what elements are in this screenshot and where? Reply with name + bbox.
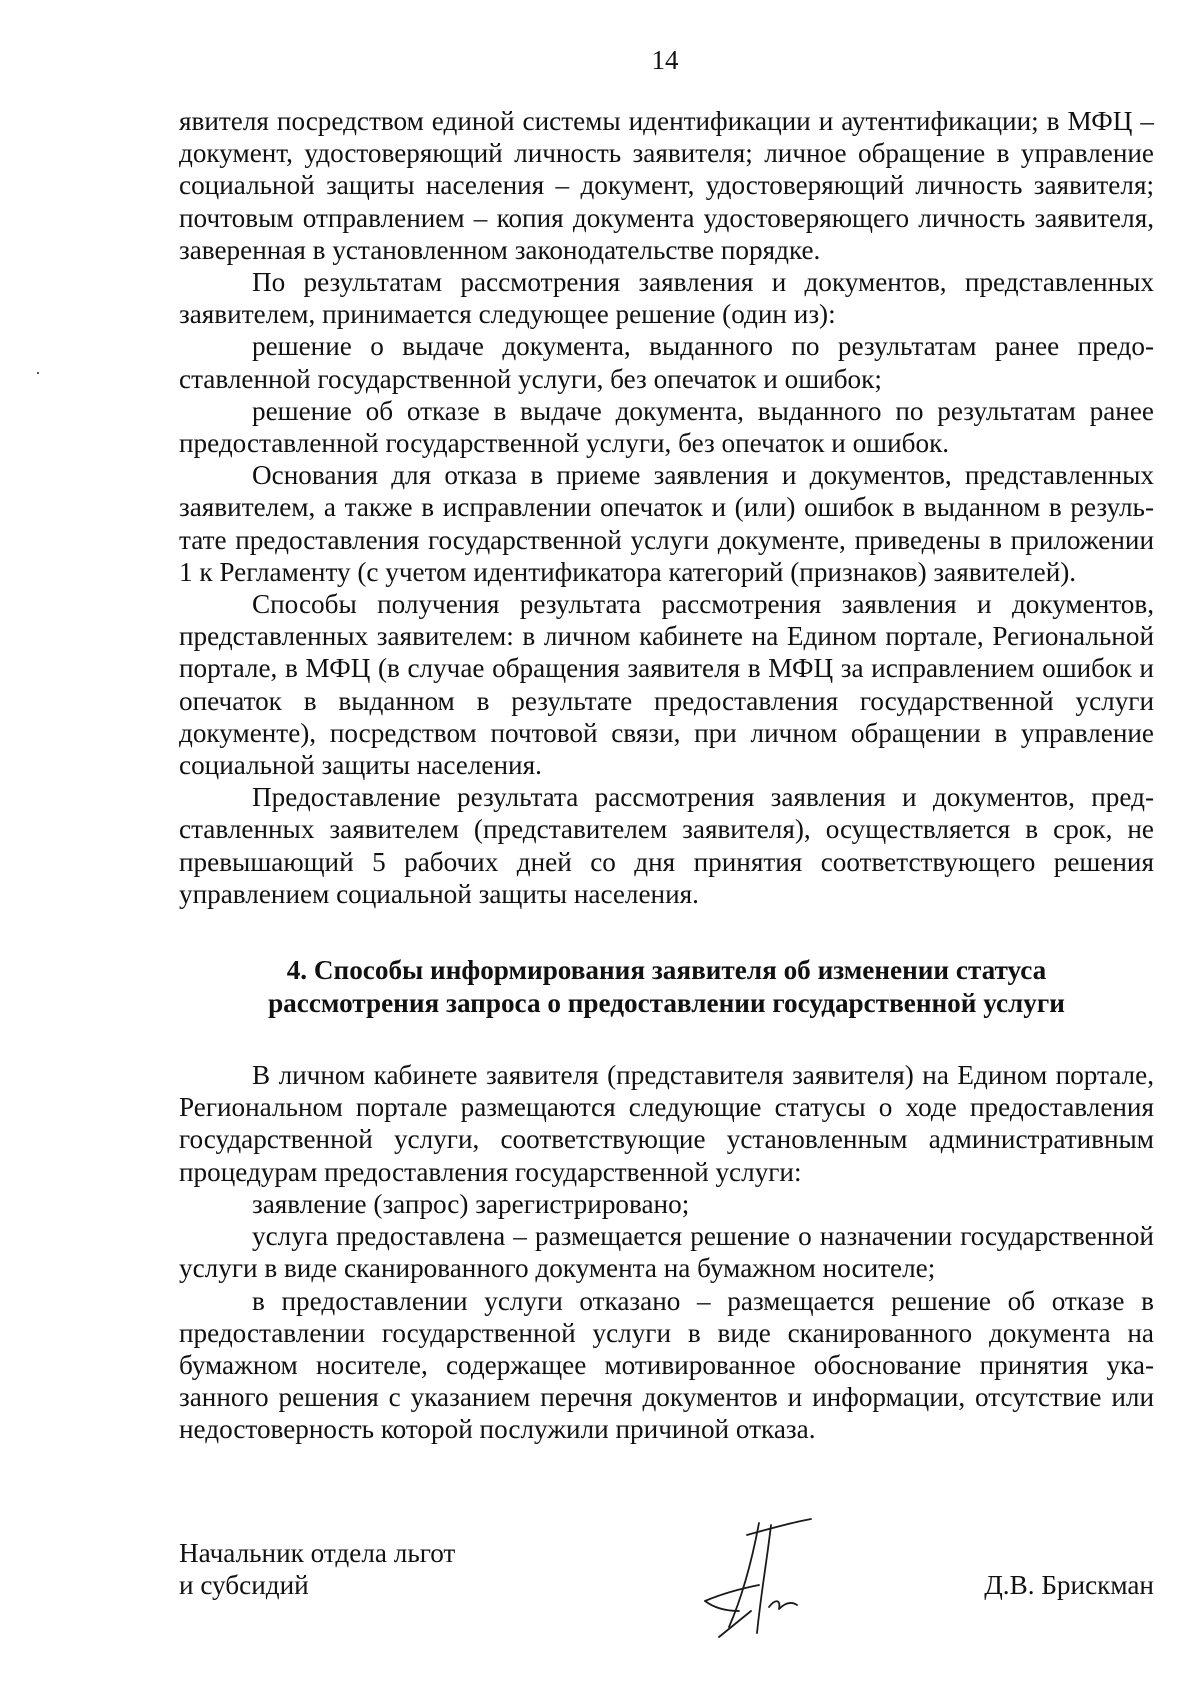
paragraph-continuation: явителя посредством единой системы идентификации и аутентификации; в МФЦ – документ, удостоверяющий личность заявителя; личное обращение в управление социальной защиты населения – документ, удостоверяющий личность заявителя; почтовым отправлением – копия документа удостоверяющего личность заявителя, заверенная в установленном законодательстве порядке. — [179, 106, 1154, 265]
paragraph-refusal-grounds: Основания для отказа в приеме заявления и документов, представленных заявителем, а также в исправлении опечаток и (или) ошибок в выданном в результате предоставления государственной услуги документе, приведены в приложении 1 к Регламенту (с учетом идентификатора категорий (признаков) заявителей). — [179, 460, 1154, 587]
signer-position — [179, 1537, 519, 1601]
paragraph-result-deadline: Предоставление результата рассмотрения заявления и документов, представленных заявителем (представителем заявителя), осуществляется в срок, не превышающий 5 рабочих дней со дня принятия соответствующего решения управлением социальной защиты населения. — [179, 782, 1154, 909]
paragraph-decision-issue: решение о выдаче документа, выданного по результатам ранее предоставленной государственной услуги, без опечаток и ошибок; — [179, 331, 1154, 394]
paragraph-status-refused: в предоставлении услуги отказано – размещается решение об отказе в предоставлении государственной услуги в виде сканированного документа на бумажном носителе, содержащее мотивированное обоснование принятия указанного решения с указанием перечня документов и информации, отсутствие или недостоверность которой послужили причиной отказа. — [179, 1285, 1154, 1445]
paragraph-decision-refusal: решение об отказе в выдаче документа, выданного по результатам ранее предоставленной государственной услуги, без опечаток и ошибок. — [179, 395, 1154, 459]
paragraph-status-provided: услуга предоставлена – размещается решение о назначении государственной услуги в виде сканированного документа на бумажном носителе; — [179, 1221, 1154, 1284]
section-heading: 4. Способы информирования заявителя об изменении статуса рассмотрения запроса о предоставлении государственной услуги — [268, 955, 1065, 1019]
page-number: 14 — [651, 45, 679, 75]
scan-speck — [37, 372, 39, 374]
paragraph-status-intro: В личном кабинете заявителя (представителя заявителя) на Едином портале, Региональном портале размещаются следующие статусы о ходе предоставления государственной услуги, соответствующие установленным административным процедурам предоставления государственной услуги: — [179, 1060, 1154, 1187]
signer-name: Д.В. Брискман — [984, 1570, 1154, 1600]
handwritten-signature — [699, 1515, 819, 1640]
paragraph-status-registered: заявление (запрос) зарегистрировано; — [252, 1188, 690, 1219]
signer-position-line2: и субсидий — [179, 1570, 309, 1601]
signature-block — [179, 1537, 1154, 1657]
document-body — [179, 105, 1154, 1446]
signer-position-line1: Начальник отдела льгот — [179, 1538, 456, 1568]
paragraph-result-methods: Способы получения результата рассмотрения заявления и документов, представленных заявителем: в личном кабинете на Едином портале, Региональной портале, в МФЦ (в случае обращения заявителя в МФЦ за исправлением ошибок и опечаток в выданном в результате предоставления государственной услуги документе), посредством почтовой связи, при личном обращении в управление социальной защиты населения. — [179, 589, 1154, 781]
paragraph-decision-intro: По результатам рассмотрения заявления и документов, представленных заявителем, принимается следующее решение (один из): — [179, 267, 1154, 330]
